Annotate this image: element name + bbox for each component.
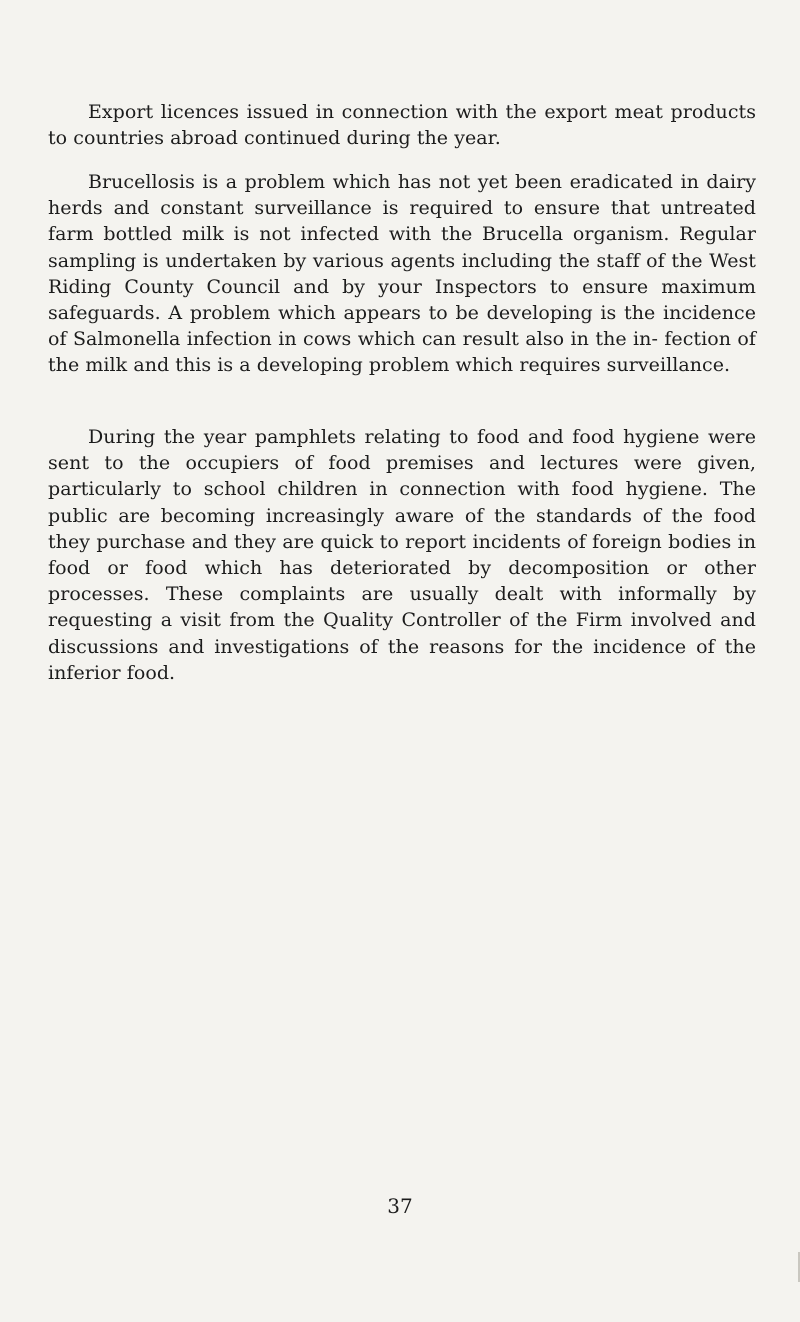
paragraph-brucellosis: Brucellosis is a problem which has not yet been eradicated in dairy herds and constant surveillance is required to ensure that untreated farm bottled milk is not infected with the Brucella organism. Regular sampling is undertaken by various agents including the staff of the West Riding County Council and by your Inspectors to ensure maximum safeguards. A problem which appears to be developing is the incidence of Salmonella infection in cows which can result also in the in- fection of the milk and this is a developing problem which requires surveillance.: [48, 171, 756, 377]
paragraph-food-hygiene: During the year pamphlets relating to food and food hygiene were sent to the occupiers of food premises and lectures were given, particularly to school children in connection with food hygiene. The public are becoming increasingly aware of the standards of the food they purchase and they are quick to report incidents of foreign bodies in food or food which has deteriorated by decomposition or other processes. These complaints are usually dealt with informally by requesting a visit from the Quality Controller of the Firm involved and discussions and investigations of the reasons for the incidence of the inferior food.: [48, 426, 756, 684]
paragraph-export-licences: Export licences issued in connection with the export meat products to countries abroad continued during the year.: [48, 101, 756, 150]
page-number: 37: [387, 1194, 413, 1218]
